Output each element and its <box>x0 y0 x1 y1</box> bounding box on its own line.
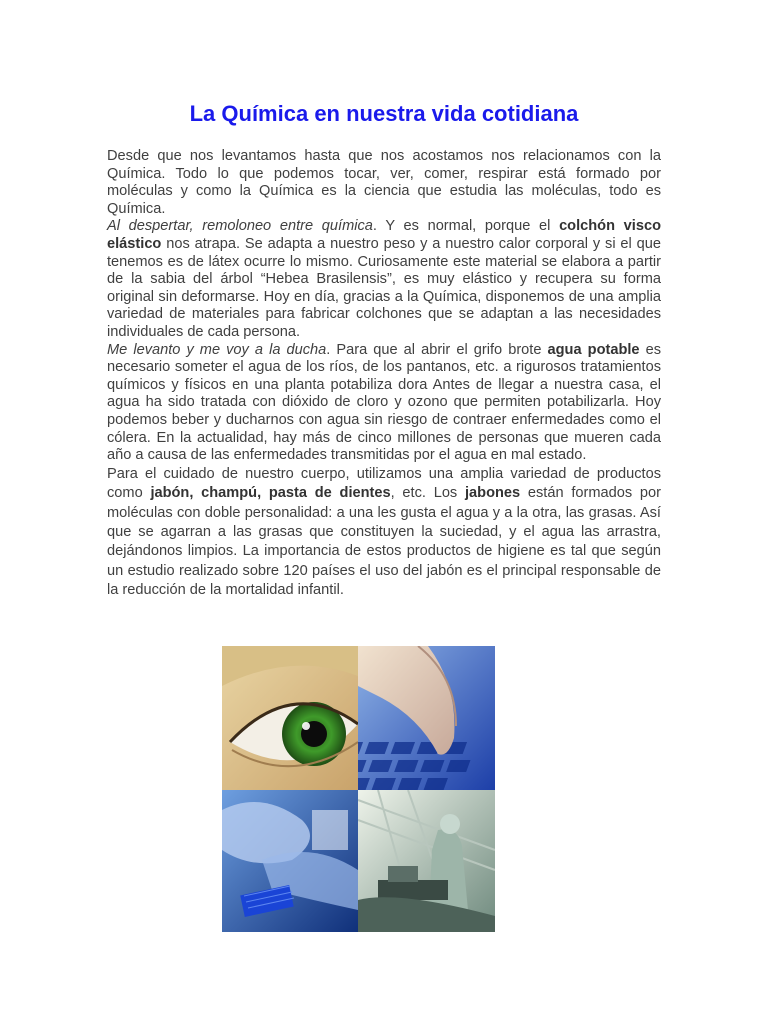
highlight-jabones: jabones <box>464 485 521 502</box>
paragraph-intro: Desde que nos levantamos hasta que nos acostamos nos relacionamos con la Química. Todo lo que podemos tocar, ver, comer, respirar está formado por moléculas y como la Química es la ciencia que estudia las moléculas, todo es Química. <box>107 148 661 217</box>
paragraph-agua-lead: Me levanto y me voy a la ducha <box>107 341 327 358</box>
paragraph-jabon: Para el cuidado de nuestro cuerpo, utilizamos una amplia variedad de productos como jabón, champú, pasta de dientes, etc. Los jabones están formados por moléculas con doble personalidad: a una les gusta el agua y a la otra, las grasas. Así que se agarran a las grasas que constituyen la suciedad, y el agua las arrastra, dejándonos limpios. La importancia de estos productos de higiene es tal que según un estudio realizado sobre 120 países el uso del jabón es el principal responsable de la reducción de la mortalidad infantil. <box>107 465 661 599</box>
paragraph-colchon-lead: Al despertar, remoloneo entre química <box>107 218 373 235</box>
lab-gloves-icon <box>222 790 358 932</box>
paragraph-colchon: Al despertar, remoloneo entre química. Y es normal, porque el colchón visco elástico nos atrapa. Se adapta a nuestro peso y a nuestro calor corporal y si el que tenemos es de látex ocurre lo mismo. Curiosamente este material se elabora a partir de la sabia del árbol “Hebea Brasilensis”, es muy elástico y recupera su forma original sin deformarse. Hoy en día, gracias a la Química, disponemos de una amplia variedad de materiales para fabricar colchones que se adaptan a las necesidades individuales de cada persona. <box>107 218 661 340</box>
highlight-colchon: colchón visco elástico <box>107 218 661 252</box>
article-body <box>107 148 661 601</box>
highlight-productos: jabón, champú, pasta de dientes <box>150 485 391 502</box>
keyboard-hand-icon <box>358 646 495 790</box>
page-title: La Química en nuestra vida cotidiana <box>189 101 579 126</box>
chemistry-photo-collage <box>222 646 495 932</box>
eye-icon <box>222 646 358 790</box>
paragraph-agua: Me levanto y me voy a la ducha. Para que al abrir el grifo brote agua potable es necesario someter el agua de los ríos, de los pantanos, etc. a rigurosos tratamientos químicos y físicos en una planta potabiliza dora Antes de llegar a nuestra casa, el agua ha sido tratada con dióxido de cloro y ozono que permiten potabilizarla. Hoy podemos beber y ducharnos con agua sin riesgo de contraer enfermedades como el cólera. En la actualidad, hay más de cinco millones de personas que mueren cada año a causa de las enfermedades transmitidas por el agua en mal estado. <box>107 341 662 464</box>
highlight-agua: agua potable <box>547 341 640 358</box>
laboratory-scientist-icon <box>358 790 495 932</box>
